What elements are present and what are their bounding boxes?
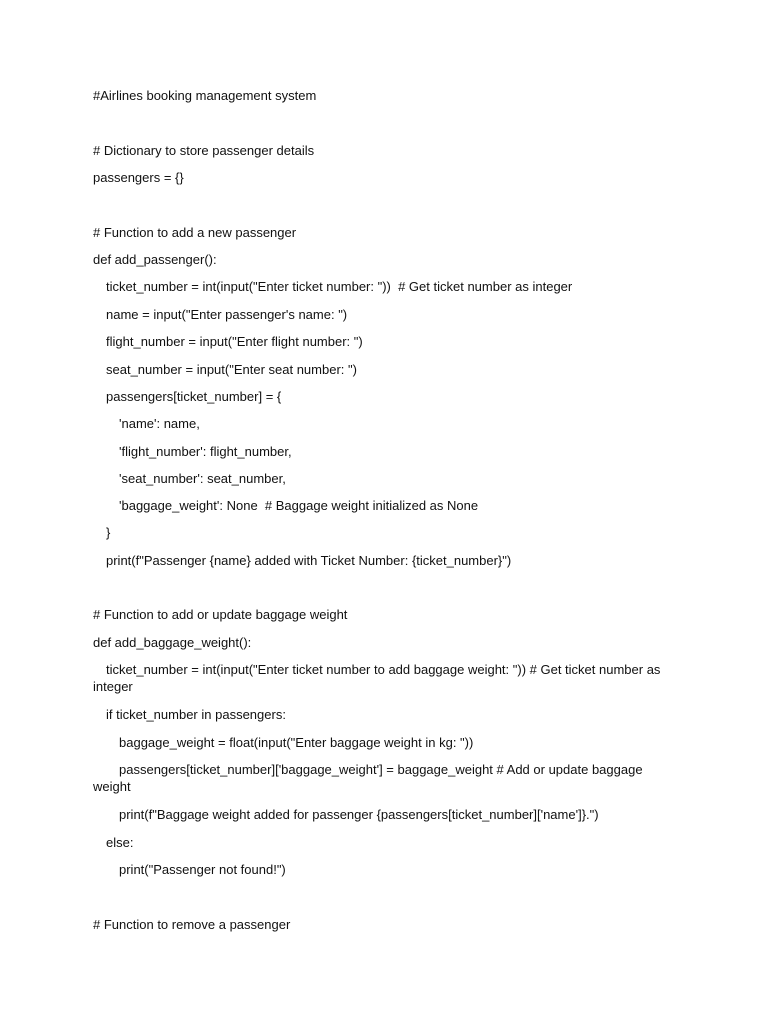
code-line: if ticket_number in passengers: [106, 707, 286, 722]
code-line: # Function to add a new passenger [93, 225, 297, 240]
code-line: # Function to remove a passenger [93, 917, 291, 932]
code-line: # Function to add or update baggage weight [93, 607, 348, 622]
code-line: passengers = {} [93, 170, 184, 185]
code-line: 'name': name, [119, 416, 200, 431]
code-line: print(f"Passenger {name} added with Ticket Number: {ticket_number}") [106, 553, 512, 568]
code-line: print(f"Baggage weight added for passenger {passengers[ticket_number]['name']}.") [119, 807, 599, 822]
code-line: 'flight_number': flight_number, [119, 444, 292, 459]
code-line: # Dictionary to store passenger details [93, 143, 315, 158]
code-line: #Airlines booking management system [93, 88, 317, 103]
code-line: } [106, 525, 111, 540]
code-line: flight_number = input("Enter flight number: ") [106, 334, 363, 349]
code-line: ticket_number = int(input("Enter ticket number to add baggage weight: ")) # Get ticket number as integer [93, 662, 661, 694]
code-line: 'seat_number': seat_number, [119, 471, 286, 486]
code-line: def add_baggage_weight(): [93, 635, 252, 650]
code-line: ticket_number = int(input("Enter ticket number: ")) # Get ticket number as integer [106, 279, 573, 294]
code-line: name = input("Enter passenger's name: ") [106, 307, 348, 322]
code-line: passengers[ticket_number] = { [106, 389, 282, 404]
code-line: else: [106, 835, 134, 850]
code-line: baggage_weight = float(input("Enter baggage weight in kg: ")) [119, 735, 474, 750]
code-line: def add_passenger(): [93, 252, 217, 267]
code-line: print("Passenger not found!") [119, 862, 286, 877]
code-line: passengers[ticket_number]['baggage_weight'] = baggage_weight # Add or update baggage weight [93, 762, 643, 794]
code-line: seat_number = input("Enter seat number: ") [106, 362, 357, 377]
code-line: 'baggage_weight': None # Baggage weight initialized as None [119, 498, 479, 513]
